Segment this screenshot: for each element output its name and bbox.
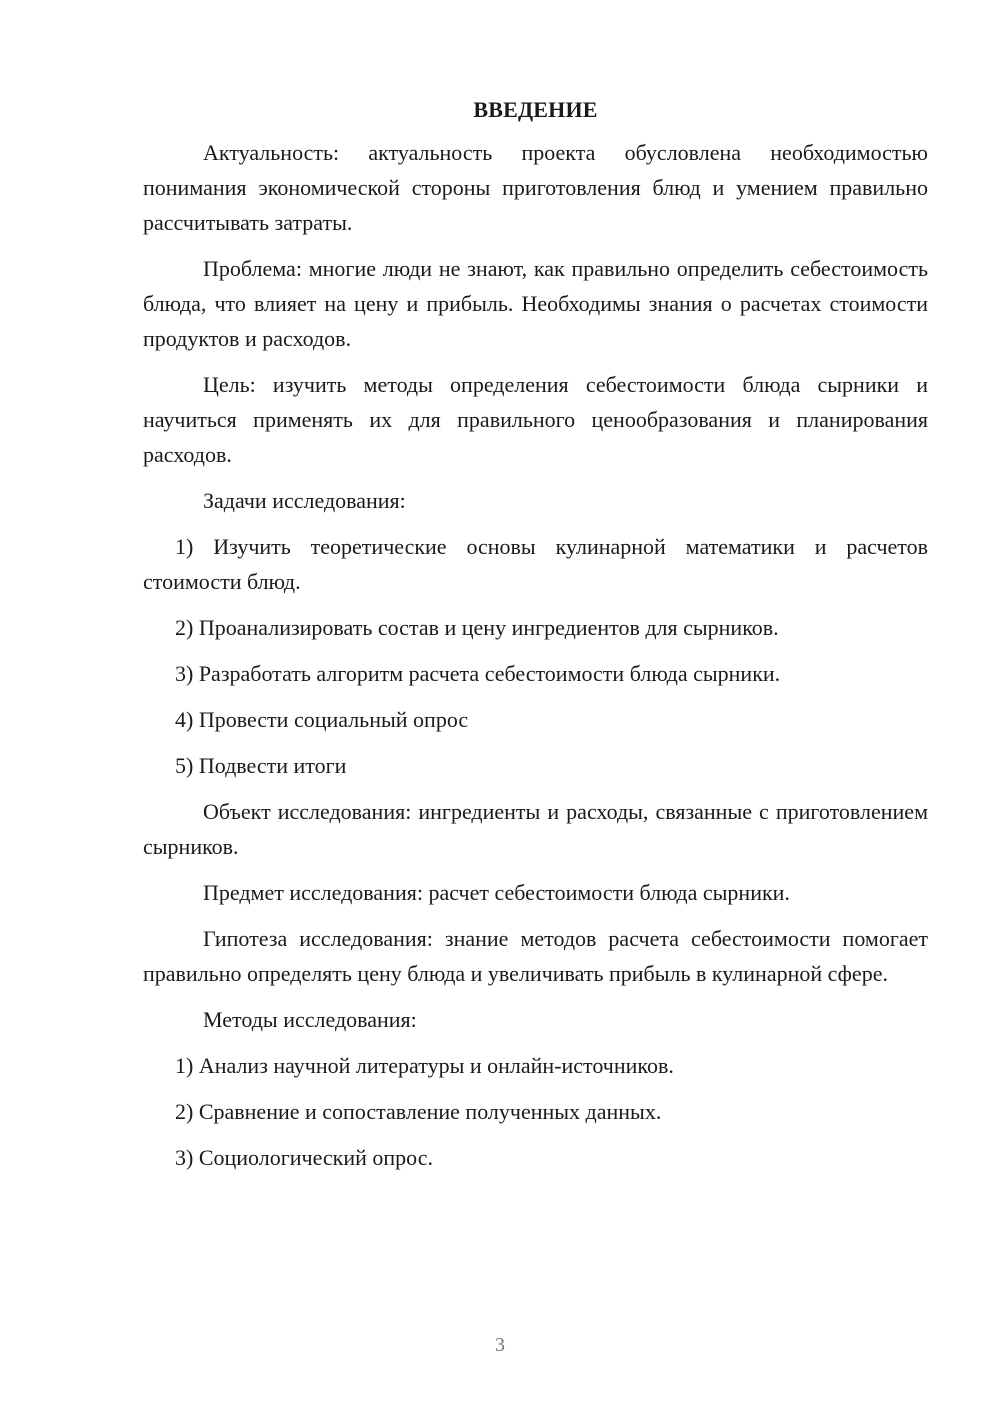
paragraph-gap (143, 691, 928, 702)
paragraph-gap (143, 1083, 928, 1094)
paragraph-gap (143, 1129, 928, 1140)
hypothesis-paragraph: Гипотеза исследования: знание методов расчета себестоимости помогает правильно определять цену блюда и увеличивать прибыль в кулинарной сфере. (143, 926, 928, 986)
paragraph-gap (143, 910, 928, 921)
paragraph-gap (143, 783, 928, 794)
paragraph-gap (143, 645, 928, 656)
paragraph-gap (143, 991, 928, 1002)
method-item-2: 2) Сравнение и сопоставление полученных данных. (175, 1099, 662, 1124)
page-number: 3 (495, 1334, 505, 1356)
paragraph-gap (143, 864, 928, 875)
paragraph-gap (143, 518, 928, 529)
paragraph-gap (143, 599, 928, 610)
task-item-4: 4) Провести социальный опрос (175, 707, 469, 732)
paragraph-gap (143, 472, 928, 483)
section-title: ВВЕДЕНИЕ (473, 97, 598, 122)
paragraph-gap (143, 737, 928, 748)
task-item-3: 3) Разработать алгоритм расчета себестоимости блюда сырники. (175, 661, 781, 686)
paragraph-gap (143, 356, 928, 367)
method-item-1: 1) Анализ научной литературы и онлайн-источников. (175, 1053, 674, 1078)
method-item-3: 3) Социологический опрос. (175, 1145, 433, 1170)
paragraph-gap (143, 240, 928, 251)
object-paragraph: Объект исследования: ингредиенты и расходы, связанные с приготовлением сырников. (143, 799, 928, 859)
document-page (143, 92, 928, 1175)
subject-paragraph: Предмет исследования: расчет себестоимости блюда сырники. (203, 880, 790, 905)
task-item-2: 2) Проанализировать состав и цену ингредиентов для сырников. (175, 615, 779, 640)
tasks-heading: Задачи исследования: (203, 488, 406, 513)
methods-heading: Методы исследования: (203, 1007, 417, 1032)
goal-paragraph: Цель: изучить методы определения себестоимости блюда сырники и научиться применять их для правильного ценообразования и планирования расходов. (143, 372, 928, 467)
task-item-5: 5) Подвести итоги (175, 753, 347, 778)
relevance-paragraph: Актуальность: актуальность проекта обусловлена необходимостью понимания экономической стороны приготовления блюд и умением правильно рассчитывать затраты. (143, 140, 928, 235)
paragraph-gap (143, 1037, 928, 1048)
problem-paragraph: Проблема: многие люди не знают, как правильно определить себестоимость блюда, что влияет на цену и прибыль. Необходимы знания о расчетах стоимости продуктов и расходов. (143, 256, 928, 351)
task-item-1: 1) Изучить теоретические основы кулинарной математики и расчетов стоимости блюд. (143, 534, 928, 594)
